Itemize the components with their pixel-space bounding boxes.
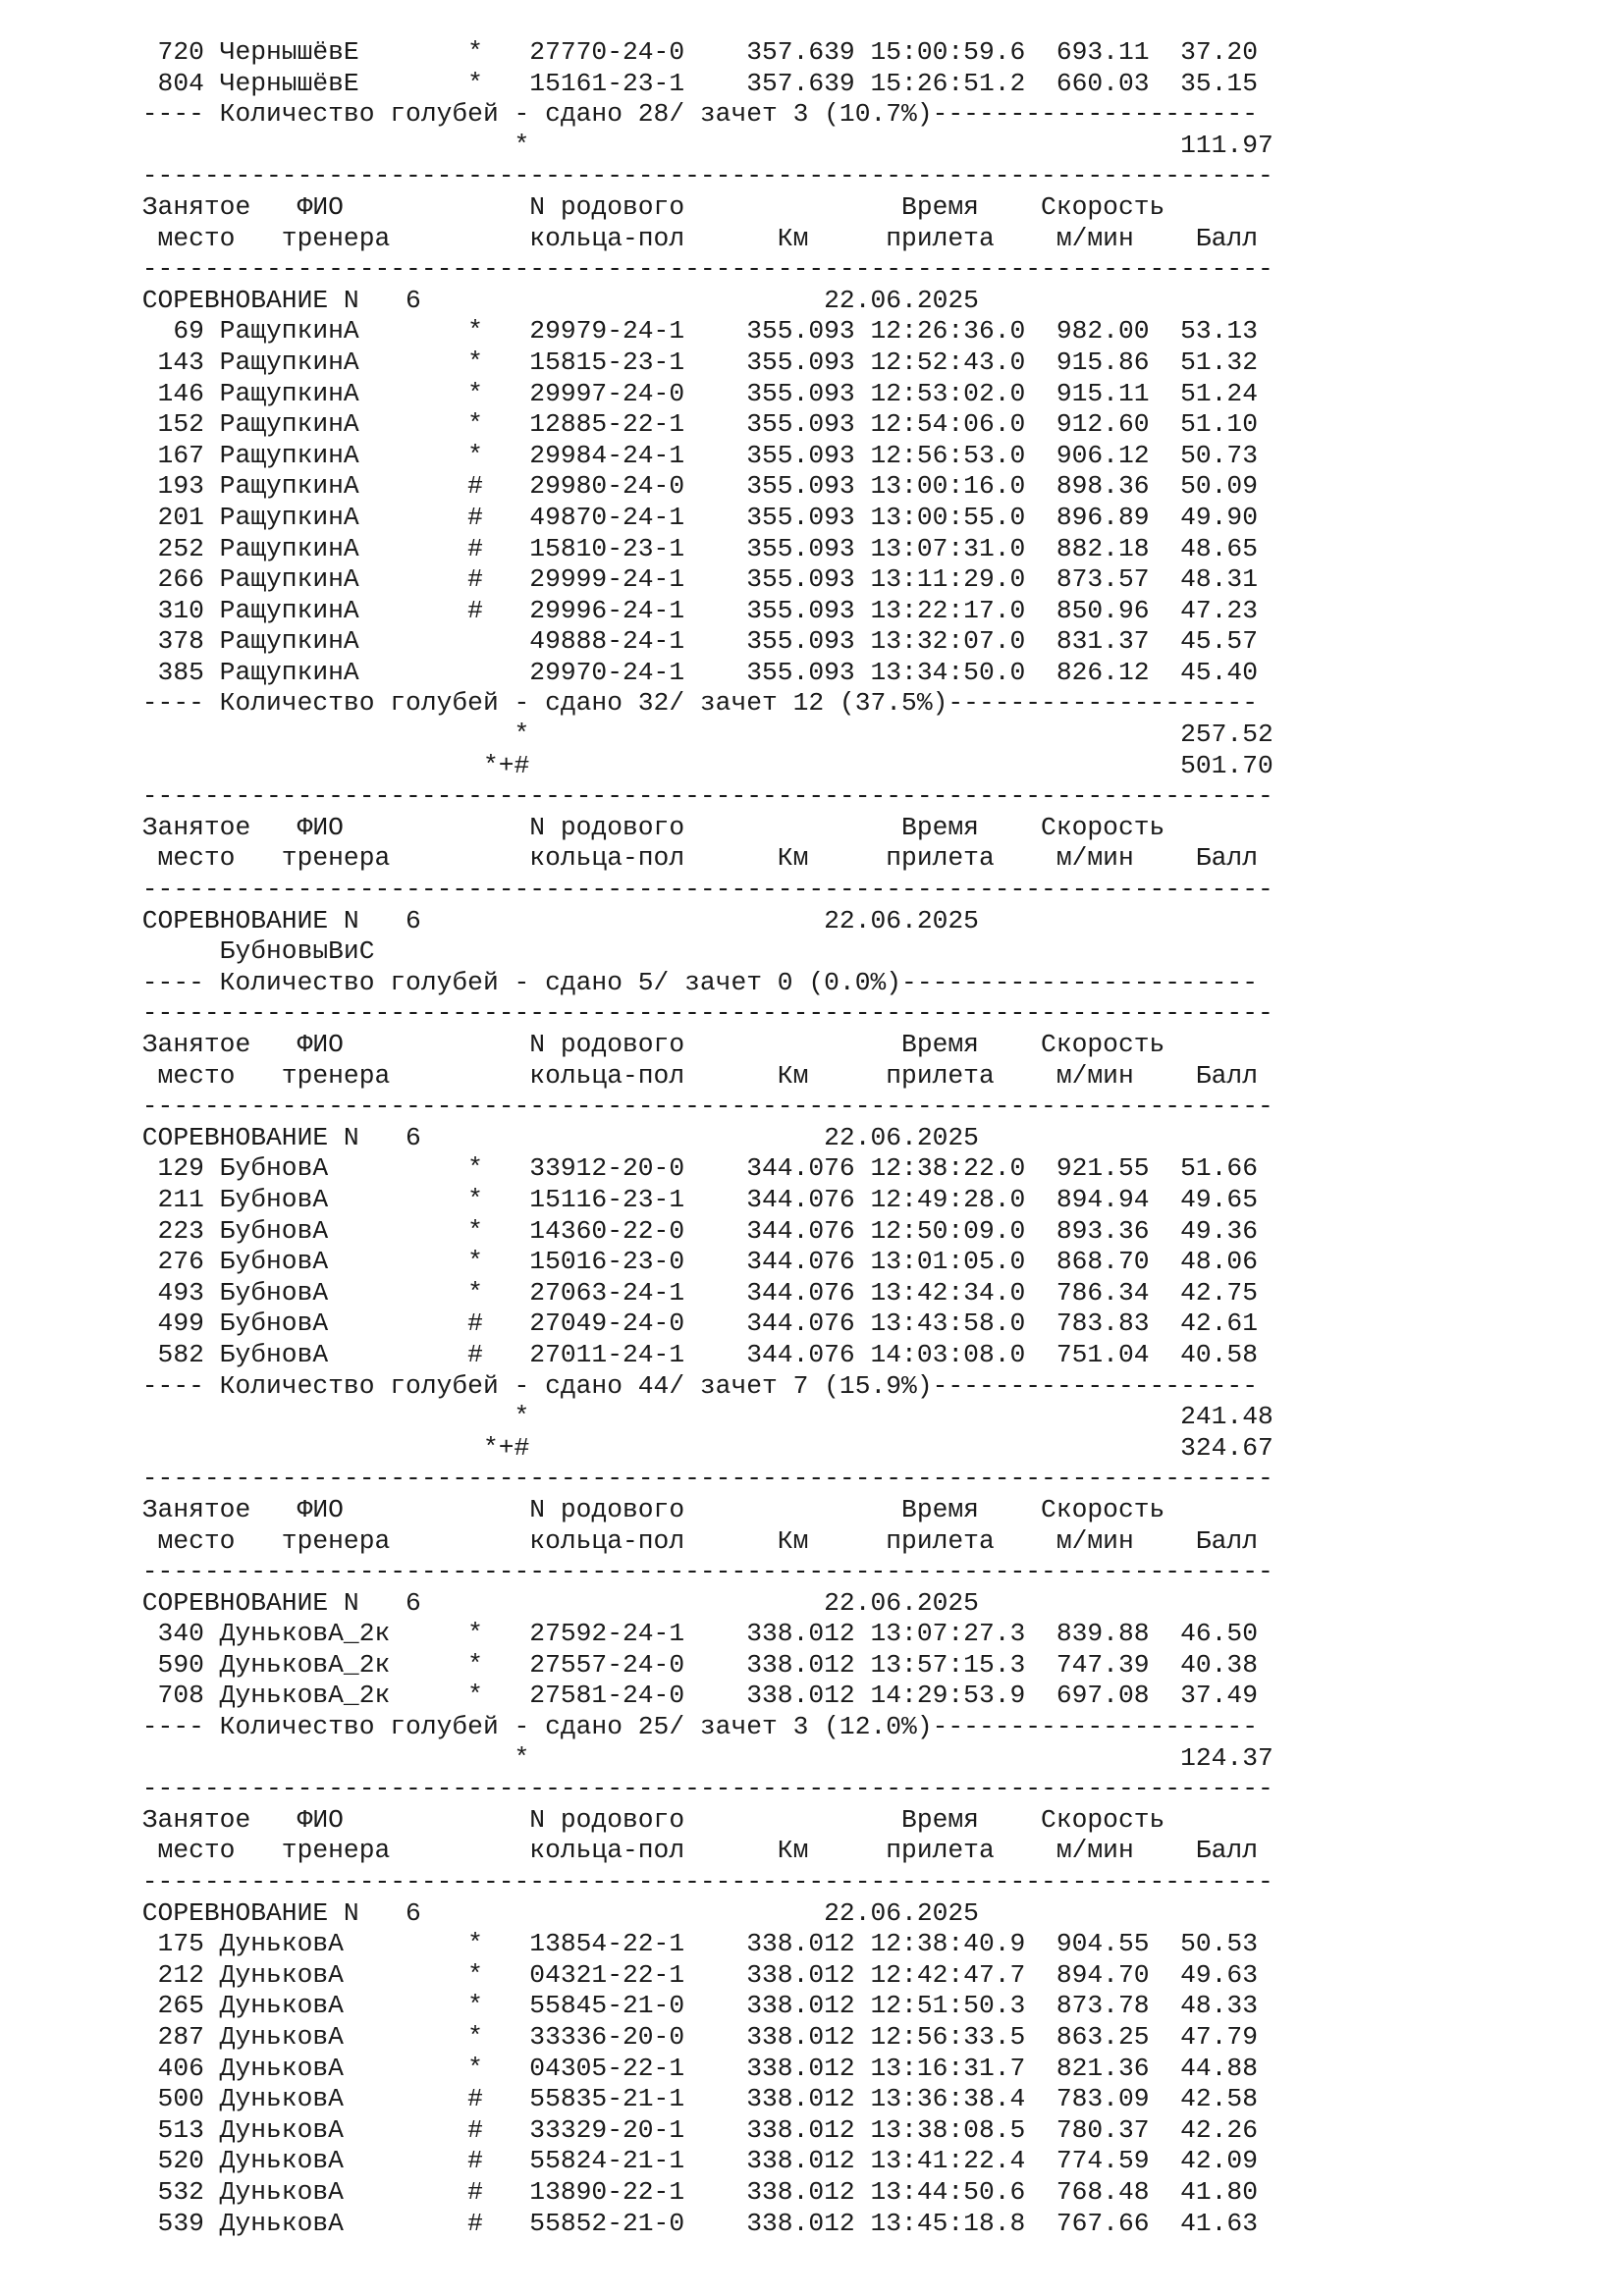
result-row: 378 РащупкинА 49888-24-1 355.093 13:32:07.0 831.37 45.57 xyxy=(127,626,1258,657)
result-row: 167 РащупкинА * 29984-24-1 355.093 12:56:53.0 906.12 50.73 xyxy=(127,440,1258,470)
result-row: 539 ДуньковА # 55852-21-0 338.012 13:45:18.8 767.66 41.63 xyxy=(127,2208,1258,2238)
subtotal-line: *+# 501.70 xyxy=(127,750,1273,780)
separator-line: ------------------------------------------------------------------------- xyxy=(127,1774,1273,1804)
result-row: 708 ДуньковА_2к * 27581-24-0 338.012 14:29:53.9 697.08 37.49 xyxy=(127,1681,1258,1711)
column-header-line: место тренера кольца-пол Км прилета м/мин Балл xyxy=(127,843,1258,874)
result-row: 266 РащупкинА # 29999-24-1 355.093 13:11:29.0 873.57 48.31 xyxy=(127,564,1258,595)
separator-line: ------------------------------------------------------------------------- xyxy=(127,254,1273,285)
result-row: 499 БубновА # 27049-24-0 344.076 13:43:58.0 783.83 42.61 xyxy=(127,1308,1258,1339)
competition-header-line: СОРЕВНОВАНИЕ N 6 22.06.2025 xyxy=(127,1587,979,1618)
section-summary-line: ---- Количество голубей - сдано 32/ зачет 12 (37.5%)-------------------- xyxy=(127,688,1258,719)
result-row: 582 БубновА # 27011-24-1 344.076 14:03:08.0 751.04 40.58 xyxy=(127,1339,1258,1369)
result-row: 201 РащупкинА # 49870-24-1 355.093 13:00:55.0 896.89 49.90 xyxy=(127,502,1258,532)
subtotal-line: *+# 324.67 xyxy=(127,1432,1273,1463)
subtotal-line: * 124.37 xyxy=(127,1742,1273,1773)
result-row: 520 ДуньковА # 55824-21-1 338.012 13:41:22.4 774.59 42.09 xyxy=(127,2146,1258,2176)
result-row: 720 ЧернышёвЕ * 27770-24-0 357.639 15:00:59.6 693.11 37.20 xyxy=(127,37,1258,67)
team-name-line: БубновыВиС xyxy=(127,936,375,967)
result-row: 385 РащупкинА 29970-24-1 355.093 13:34:50.0 826.12 45.40 xyxy=(127,657,1258,687)
separator-line: ------------------------------------------------------------------------- xyxy=(127,161,1273,191)
column-header-line: Занятое ФИО N родового Время Скорость xyxy=(127,1030,1165,1059)
column-header-line: Занятое ФИО N родового Время Скорость xyxy=(127,1494,1165,1524)
section-summary-line: ---- Количество голубей - сдано 28/ зачет 3 (10.7%)--------------------- xyxy=(127,99,1258,130)
race-results-report xyxy=(127,37,1273,2239)
section-summary-line: ---- Количество голубей - сдано 44/ зачет 7 (15.9%)--------------------- xyxy=(127,1370,1258,1401)
competition-header-line: СОРЕВНОВАНИЕ N 6 22.06.2025 xyxy=(127,905,979,935)
competition-header-line: СОРЕВНОВАНИЕ N 6 22.06.2025 xyxy=(127,1897,979,1928)
result-row: 69 РащупкинА * 29979-24-1 355.093 12:26:36.0 982.00 53.13 xyxy=(127,316,1258,347)
result-row: 143 РащупкинА * 15815-23-1 355.093 12:52:43.0 915.86 51.32 xyxy=(127,347,1258,377)
result-row: 287 ДуньковА * 33336-20-0 338.012 12:56:33.5 863.25 47.79 xyxy=(127,2022,1258,2052)
subtotal-line: * 257.52 xyxy=(127,720,1273,750)
result-row: 340 ДуньковА_2к * 27592-24-1 338.012 13:07:27.3 839.88 46.50 xyxy=(127,1619,1258,1649)
result-row: 804 ЧернышёвЕ * 15161-23-1 357.639 15:26:51.2 660.03 35.15 xyxy=(127,68,1258,98)
separator-line: ------------------------------------------------------------------------- xyxy=(127,998,1273,1029)
result-row: 212 ДуньковА * 04321-22-1 338.012 12:42:47.7 894.70 49.63 xyxy=(127,1959,1258,1990)
separator-line: ------------------------------------------------------------------------- xyxy=(127,1464,1273,1494)
result-row: 513 ДуньковА # 33329-20-1 338.012 13:38:08.5 780.37 42.26 xyxy=(127,2114,1258,2145)
competition-header-line: СОРЕВНОВАНИЕ N 6 22.06.2025 xyxy=(127,1122,979,1152)
column-header-line: место тренера кольца-пол Км прилета м/мин Балл xyxy=(127,1525,1258,1556)
column-header-line: место тренера кольца-пол Км прилета м/мин Балл xyxy=(127,1060,1258,1091)
result-row: 493 БубновА * 27063-24-1 344.076 13:42:34.0 786.34 42.75 xyxy=(127,1277,1258,1308)
result-row: 532 ДуньковА # 13890-22-1 338.012 13:44:50.6 768.48 41.80 xyxy=(127,2176,1258,2207)
separator-line: ------------------------------------------------------------------------- xyxy=(127,1867,1273,1897)
result-row: 500 ДуньковА # 55835-21-1 338.012 13:36:38.4 783.09 42.58 xyxy=(127,2084,1258,2114)
separator-line: ------------------------------------------------------------------------- xyxy=(127,1092,1273,1122)
result-row: 146 РащупкинА * 29997-24-0 355.093 12:53:02.0 915.11 51.24 xyxy=(127,378,1258,408)
separator-line: ------------------------------------------------------------------------- xyxy=(127,875,1273,905)
result-row: 211 БубновА * 15116-23-1 344.076 12:49:28.0 894.94 49.65 xyxy=(127,1184,1258,1214)
result-row: 276 БубновА * 15016-23-0 344.076 13:01:05.0 868.70 48.06 xyxy=(127,1247,1258,1277)
section-summary-line: ---- Количество голубей - сдано 5/ зачет 0 (0.0%)----------------------- xyxy=(127,967,1258,997)
result-row: 252 РащупкинА # 15810-23-1 355.093 13:07:31.0 882.18 48.65 xyxy=(127,533,1258,563)
result-row: 590 ДуньковА_2к * 27557-24-0 338.012 13:57:15.3 747.39 40.38 xyxy=(127,1649,1258,1680)
result-row: 175 ДуньковА * 13854-22-1 338.012 12:38:40.9 904.55 50.53 xyxy=(127,1929,1258,1959)
column-header-line: место тренера кольца-пол Км прилета м/мин Балл xyxy=(127,1836,1258,1866)
separator-line: ------------------------------------------------------------------------- xyxy=(127,1557,1273,1587)
result-row: 406 ДуньковА * 04305-22-1 338.012 13:16:31.7 821.36 44.88 xyxy=(127,2053,1258,2083)
column-header-line: Занятое ФИО N родового Время Скорость xyxy=(127,191,1165,222)
result-row: 310 РащупкинА # 29996-24-1 355.093 13:22:17.0 850.96 47.23 xyxy=(127,595,1258,625)
result-row: 193 РащупкинА # 29980-24-0 355.093 13:00:16.0 898.36 50.09 xyxy=(127,471,1258,502)
separator-line: ------------------------------------------------------------------------- xyxy=(127,781,1273,812)
subtotal-line: * 241.48 xyxy=(127,1402,1273,1432)
section-summary-line: ---- Количество голубей - сдано 25/ зачет 3 (12.0%)--------------------- xyxy=(127,1712,1258,1742)
column-header-line: Занятое ФИО N родового Время Скорость xyxy=(127,812,1165,842)
result-row: 152 РащупкинА * 12885-22-1 355.093 12:54:06.0 912.60 51.10 xyxy=(127,409,1258,440)
subtotal-line: * 111.97 xyxy=(127,130,1273,160)
column-header-line: место тренера кольца-пол Км прилета м/мин Балл xyxy=(127,223,1258,253)
result-row: 223 БубновА * 14360-22-0 344.076 12:50:09.0 893.36 49.36 xyxy=(127,1215,1258,1246)
competition-header-line: СОРЕВНОВАНИЕ N 6 22.06.2025 xyxy=(127,285,979,315)
result-row: 265 ДуньковА * 55845-21-0 338.012 12:51:50.3 873.78 48.33 xyxy=(127,1991,1258,2021)
result-row: 129 БубновА * 33912-20-0 344.076 12:38:22.0 921.55 51.66 xyxy=(127,1153,1258,1184)
column-header-line: Занятое ФИО N родового Время Скорость xyxy=(127,1804,1165,1835)
